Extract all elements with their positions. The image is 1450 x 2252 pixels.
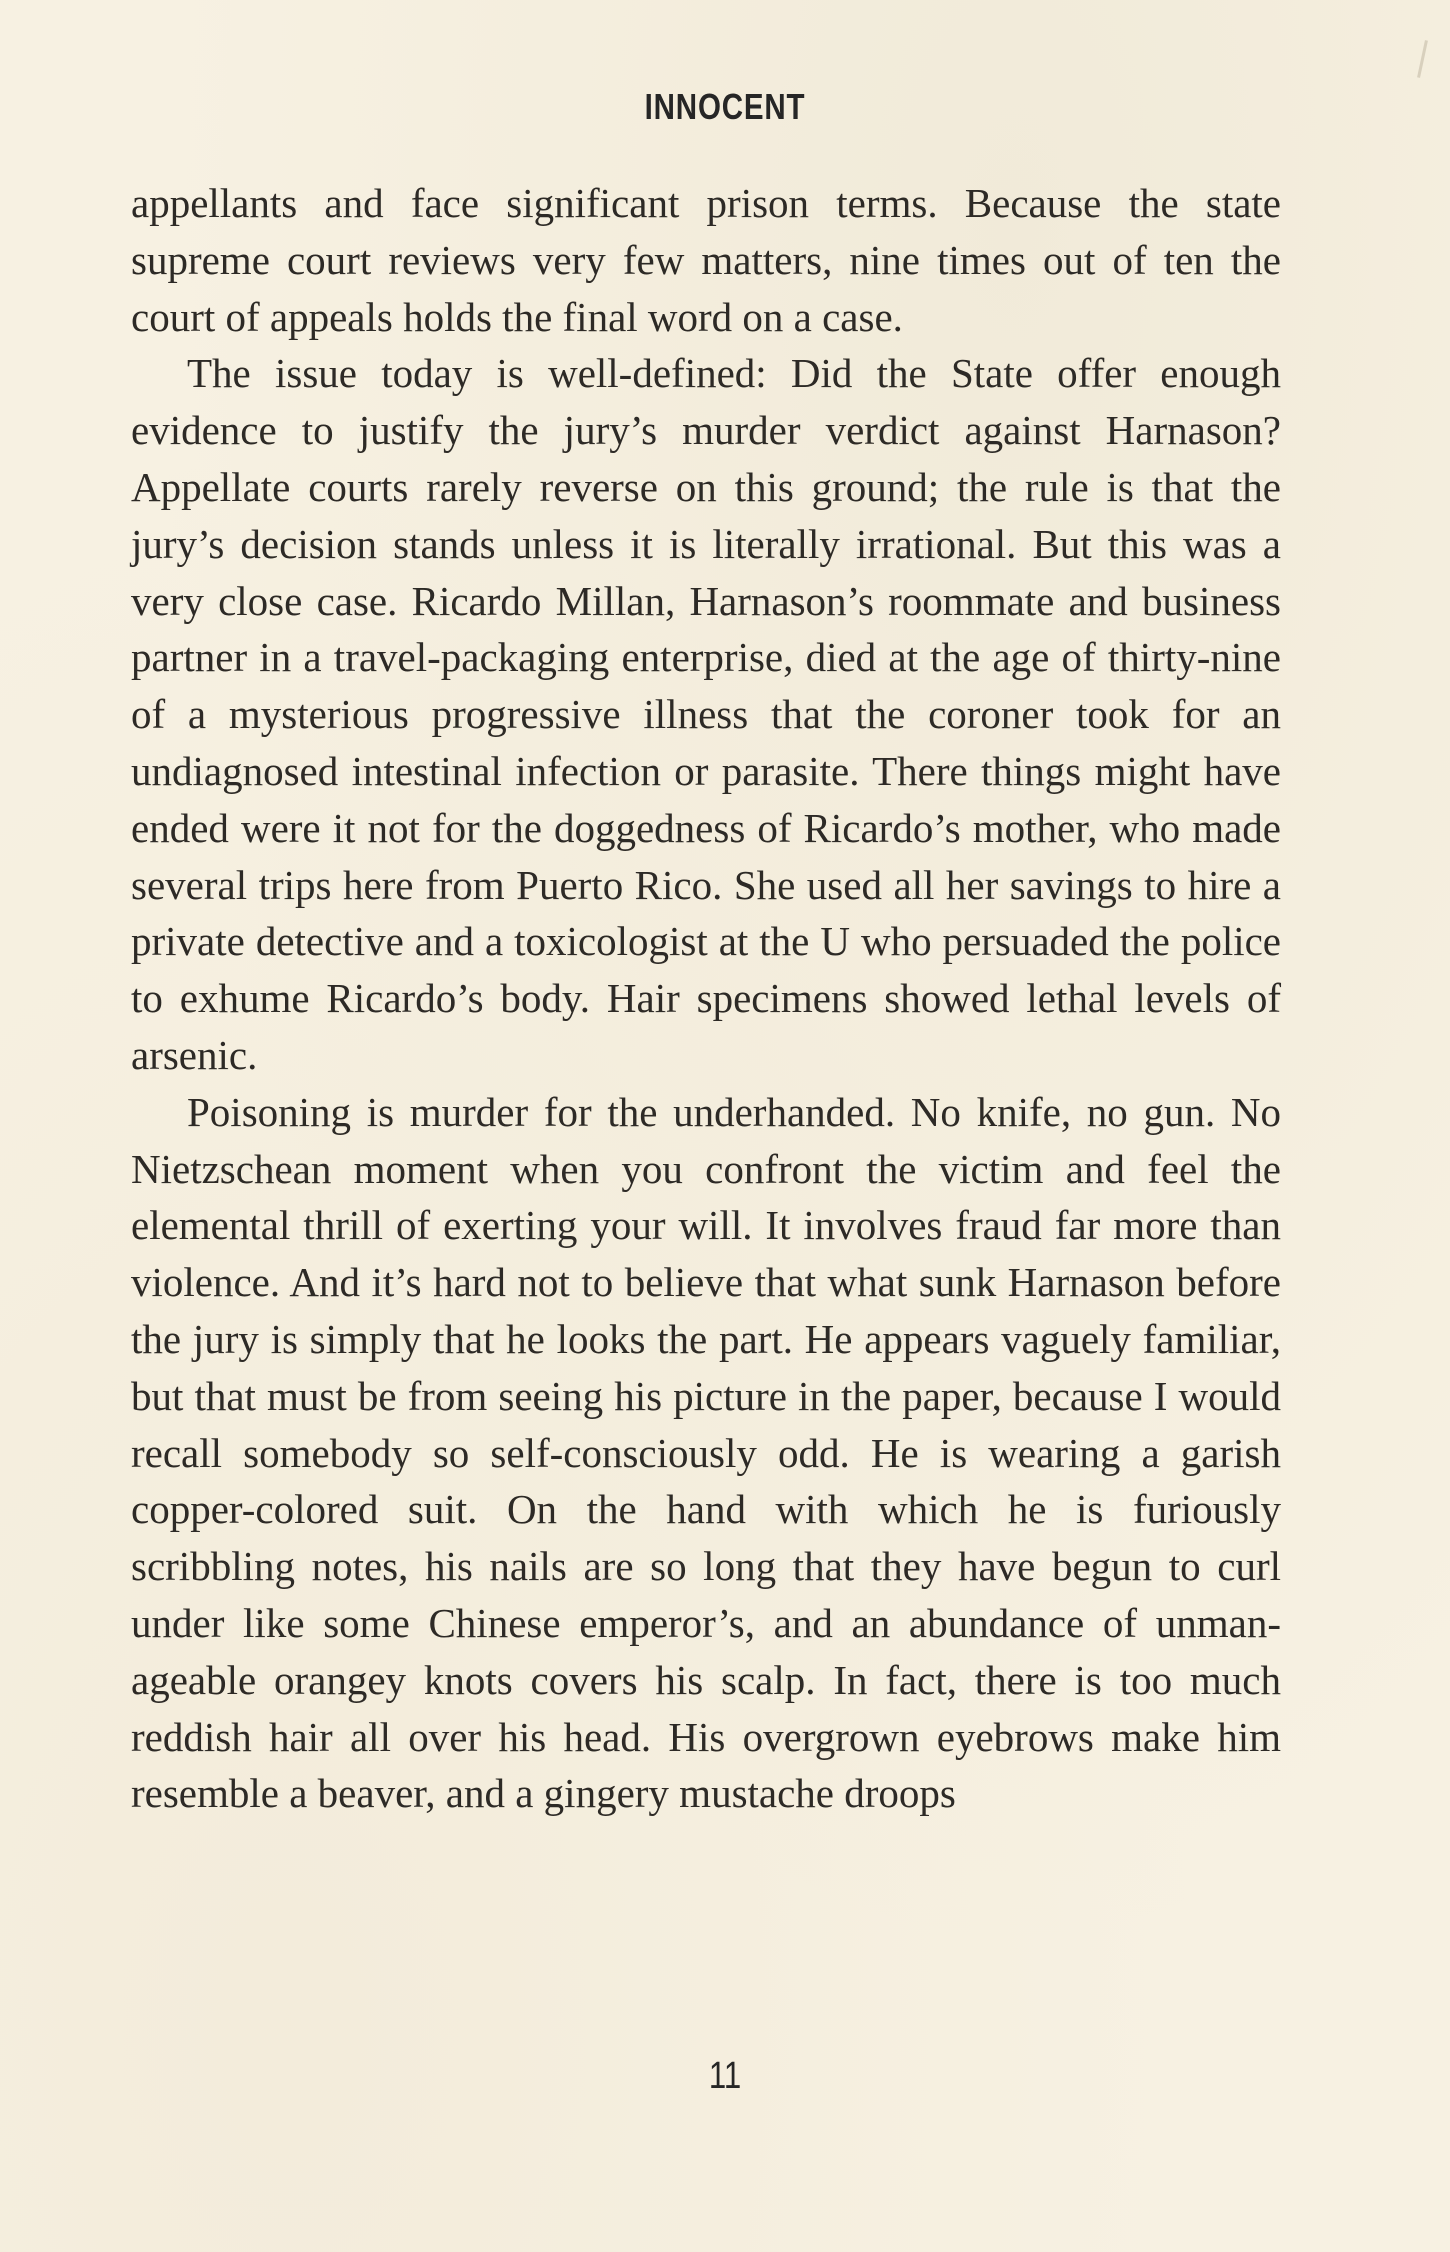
running-head: INNOCENT xyxy=(644,86,806,127)
paragraph-continued: appellants and face significant prison terms. Because the state supreme court reviews very few matters, nine times out of ten the court of appeals holds the final word on a case. xyxy=(131,180,1281,340)
page-number: 11 xyxy=(708,2055,742,2097)
body-text xyxy=(131,175,1281,1822)
paragraph-issue: The issue today is well-defined: Did the State offer enough evidence to justify the jury’s murder verdict against Harnason? Appellate courts rarely reverse on this ground; the rule is that the jury’s decision stands unless it is literally irrational. But this was a very close case. Ricardo Millan, Harnason’s roommate and business partner in a travel-packaging enterprise, died at the age of thirty-nine of a mysterious progressive illness that the coroner took for an undiagnosed intestinal infection or parasite. There things might have ended were it not for the doggedness of Ricardo’s mother, who made several trips here from Puerto Rico. She used all her savings to hire a private detective and a toxicologist at the U who persuaded the police to exhume Ricardo’s body. Hair specimens showed lethal levels of arsenic. xyxy=(131,350,1281,1078)
paragraph-poisoning: Poisoning is murder for the underhanded. No knife, no gun. No Nietzschean moment when you confront the victim and feel the elemental thrill of exerting your will. It involves fraud far more than violence. And it’s hard not to believe that what sunk Harnason before the jury is simply that he looks the part. He appears vaguely familiar, but that must be from seeing his picture in the paper, because I would recall somebody so self-consciously odd. He is wearing a garish copper-colored suit. On the hand with which he is furiously scribbling notes, his nails are so long that they have begun to curl under like some Chinese emperor’s, and an abundance of unmanageable orangey knots covers his scalp. In fact, there is too much reddish hair all over his head. His overgrown eyebrows make him resemble a beaver, and a gingery mustache droops xyxy=(131,1088,1281,1817)
page-edge-mark xyxy=(1417,40,1428,78)
